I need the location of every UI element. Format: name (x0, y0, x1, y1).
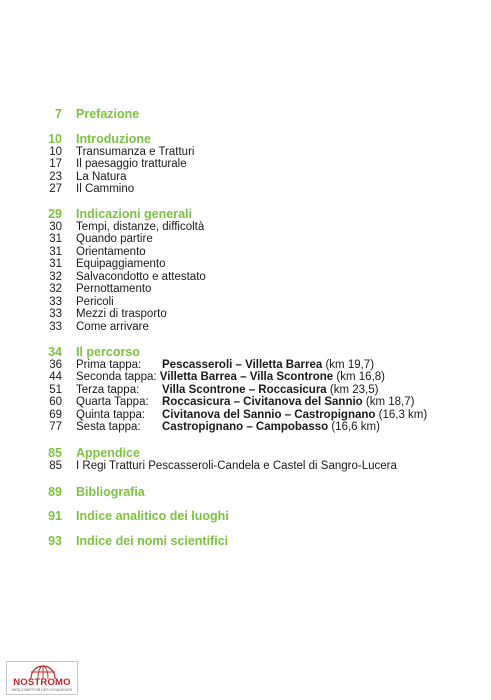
toc-entry-title: Pernottamento (76, 283, 152, 295)
stage-route: Castropignano – Campobasso (162, 421, 329, 433)
stage-distance: (16,3 km) (378, 409, 428, 421)
toc-page-number: 10 (48, 132, 62, 146)
toc-page-number: 32 (49, 271, 62, 283)
toc-heading-title: Bibliografia (76, 485, 145, 499)
toc-page-number: 34 (48, 345, 62, 359)
toc-page-number: 27 (49, 183, 62, 195)
toc-heading-title: Prefazione (76, 107, 140, 121)
stage-route: Villa Scontrone – Roccasicura (162, 384, 327, 396)
toc-entry-title: Quando partire (76, 233, 153, 245)
toc-entry-title: Pericoli (76, 296, 114, 308)
stage-distance: (km 16,8) (336, 371, 385, 383)
stage-label: Prima tappa: (76, 359, 142, 371)
toc-entry-title: Equipaggiamento (76, 258, 166, 270)
toc-page-number: 31 (49, 258, 62, 270)
toc-page-number: 85 (48, 446, 62, 460)
toc-page-number: 17 (49, 158, 62, 170)
toc-page-number: 44 (49, 371, 62, 383)
toc-page-number: 91 (48, 509, 62, 523)
toc-page-number: 36 (49, 359, 62, 371)
toc-page-number: 51 (49, 384, 62, 396)
toc-heading-title: Il percorso (76, 345, 140, 359)
toc-entry-title: Salvacondotto e attestato (76, 271, 206, 283)
toc-heading-title: Indice analitico dei luoghi (76, 509, 229, 523)
toc-page-number: 31 (49, 246, 62, 258)
toc-page-number: 29 (48, 207, 62, 221)
stage-distance: (km 19,7) (325, 359, 375, 371)
toc-page-number: 77 (49, 421, 62, 433)
stage-route: Pescasseroli – Villetta Barrea (162, 359, 323, 371)
toc-page-number: 10 (49, 146, 62, 158)
toc-page-number: 23 (49, 171, 62, 183)
stage-label: Quarta Tappa: (76, 396, 149, 408)
toc-page-number: 7 (55, 107, 62, 121)
toc-page-number: 30 (49, 221, 62, 233)
toc-entry-title: Come arrivare (76, 321, 149, 333)
toc-entry-title: I Regi Tratturi Pescasseroli-Candela e Castel di Sangro-Lucera (76, 460, 397, 472)
nostromo-logo[interactable] (6, 661, 78, 695)
logo-name: NOSTROMO (13, 677, 71, 688)
toc-page-number: 93 (48, 534, 62, 548)
stage-route: Civitanova del Sannio – Castropignano (162, 409, 376, 421)
stage-label: Quinta tappa: (76, 409, 146, 421)
toc-page-number: 60 (49, 396, 62, 408)
toc-entry-title: Tempi, distanze, difficoltà (76, 221, 205, 233)
toc-page-number: 32 (49, 283, 62, 295)
toc-heading-title: Indice dei nomi scientifici (76, 534, 229, 548)
toc-page-number: 31 (49, 233, 62, 245)
stage-route: Roccasicura – Civitanova del Sannio (162, 396, 363, 408)
toc-page-number: 33 (49, 321, 62, 333)
toc-page-number: 33 (49, 308, 62, 320)
toc-heading-title: Appendice (76, 446, 140, 460)
toc-entry-title: Mezzi di trasporto (76, 308, 167, 320)
logo-tagline: WEB COMPTOIR DES VOYAGEURS (11, 688, 73, 692)
toc-page-number: 85 (49, 460, 62, 472)
toc-entry-title: Il Cammino (76, 183, 135, 195)
stage-label: Sesta tappa: (76, 421, 141, 433)
toc-page-number: 89 (48, 485, 62, 499)
toc-entry-title: Orientamento (76, 246, 146, 258)
stage-label: Terza tappa: (76, 384, 140, 396)
stage-route: Villetta Barrea – Villa Scontrone (159, 371, 334, 383)
toc-entry-title: Il paesaggio tratturale (76, 158, 187, 170)
toc-heading-title: Introduzione (76, 132, 151, 146)
toc-entry-title: La Natura (76, 171, 127, 183)
stage-distance: (km 23,5) (329, 384, 379, 396)
toc-entry-title: Transumanza e Tratturi (76, 146, 195, 158)
stage-label: Seconda tappa: (76, 371, 157, 383)
toc-page-number: 69 (49, 409, 62, 421)
stage-distance: (16,6 km) (331, 421, 380, 433)
stage-distance: (km 18,7) (365, 396, 415, 408)
toc-page-number: 33 (49, 296, 62, 308)
toc-heading-title: Indicazioni generali (76, 207, 192, 221)
